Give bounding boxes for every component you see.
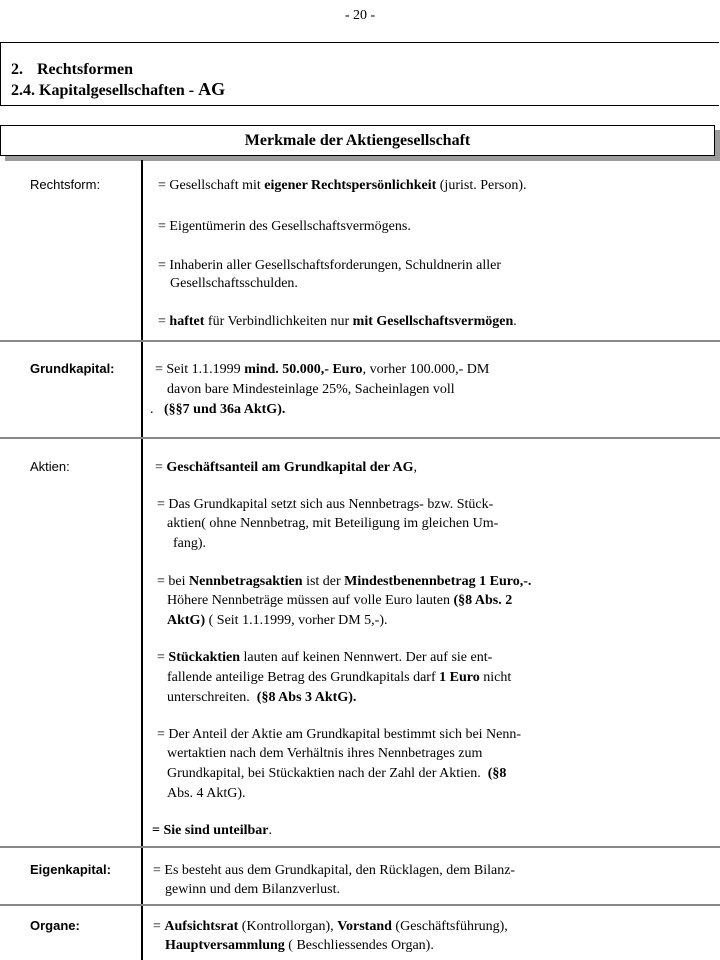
aktien-line-7: AktG) ( Seit 1.1.1999, vorher DM 5,-).: [167, 613, 388, 628]
label-rechtsform: Rechtsform:: [30, 177, 101, 192]
aktien-line-1: = Geschäftsanteil am Grundkapital der AG,: [155, 460, 417, 475]
chapter-title: 2. Rechtsformen: [11, 61, 133, 78]
aktien-line-5: = bei Nennbetragsaktien ist der Mindestbenennbetrag 1 Euro,-.: [157, 574, 532, 589]
grundkapital-line-2: davon bare Mindesteinlage 25%, Sacheinlagen voll: [167, 382, 455, 397]
aktien-line-10: unterschreiten. (§8 Abs 3 AktG).: [167, 690, 357, 705]
aktien-line-13: Grundkapital, bei Stückaktien nach der Zahl der Aktien. (§8: [167, 766, 507, 781]
chapter-header: [0, 42, 719, 106]
column-divider: [141, 160, 143, 960]
page-number: - 20 -: [344, 8, 376, 23]
aktien-line-3: aktien( ohne Nennbetrag, mit Beteiligung im gleichen Um-: [167, 516, 499, 531]
row-divider: [0, 340, 720, 342]
aktien-line-11: = Der Anteil der Aktie am Grundkapital bestimmt sich bei Nenn-: [157, 727, 522, 742]
section-title: 2.4. Kapitalgesellschaften - AG: [11, 79, 226, 99]
aktien-line-2: = Das Grundkapital setzt sich aus Nennbetrags- bzw. Stück-: [157, 497, 494, 512]
aktien-line-8: = Stückaktien lauten auf keinen Nennwert. Der auf sie ent-: [157, 650, 493, 665]
grundkapital-line-3: . (§§7 und 36a AktG).: [150, 402, 286, 417]
aktien-line-12: wertaktien nach dem Verhältnis ihres Nennbetrages zum: [167, 746, 483, 761]
rechtsform-line-4: Gesellschaftsschulden.: [170, 276, 298, 291]
row-divider: [0, 437, 720, 439]
rechtsform-line-1: = Gesellschaft mit eigener Rechtspersönlichkeit (jurist. Person).: [158, 178, 527, 193]
row-divider: [0, 904, 720, 906]
rechtsform-line-3: = Inhaberin aller Gesellschaftsforderungen, Schuldnerin aller: [158, 258, 501, 273]
organe-line-1: = Aufsichtsrat (Kontrollorgan), Vorstand (Geschäftsführung),: [153, 919, 508, 934]
aktien-line-9: fallende anteilige Betrag des Grundkapitals darf 1 Euro nicht: [167, 670, 512, 685]
grundkapital-line-1: = Seit 1.1.1999 mind. 50.000,- Euro, vorher 100.000,- DM: [155, 362, 490, 377]
eigenkapital-line-2: gewinn und dem Bilanzverlust.: [165, 882, 340, 897]
rechtsform-line-2: = Eigentümerin des Gesellschaftsvermögens.: [158, 219, 411, 234]
table-title: Merkmale der Aktiengesellschaft: [0, 125, 715, 156]
label-organe: Organe:: [30, 918, 80, 933]
label-eigenkapital: Eigenkapital:: [30, 862, 111, 877]
label-grundkapital: Grundkapital:: [30, 361, 115, 376]
label-aktien: Aktien:: [30, 459, 70, 474]
aktien-line-4: fang).: [173, 536, 207, 551]
aktien-line-14: Abs. 4 AktG).: [167, 786, 246, 801]
organe-line-2: Hauptversammlung ( Beschliessendes Organ).: [165, 938, 434, 953]
aktien-line-15: = Sie sind unteilbar.: [152, 823, 273, 838]
eigenkapital-line-1: = Es besteht aus dem Grundkapital, den Rücklagen, dem Bilanz-: [153, 863, 516, 878]
aktien-line-6: Höhere Nennbeträge müssen auf volle Euro lauten (§8 Abs. 2: [167, 593, 513, 608]
rechtsform-line-5: = haftet für Verbindlichkeiten nur mit Gesellschaftsvermögen.: [158, 314, 517, 329]
row-divider: [0, 846, 720, 848]
